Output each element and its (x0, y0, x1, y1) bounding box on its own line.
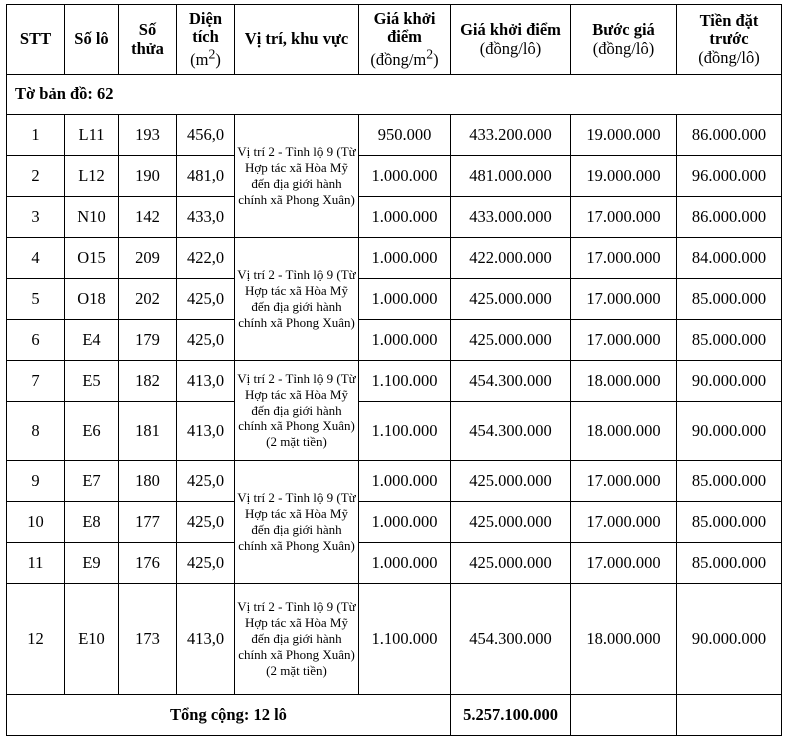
cell-gia-lo: 481.000.000 (451, 156, 571, 197)
cell-vi-tri: Vị trí 2 - Tỉnh lộ 9 (Từ Hợp tác xã Hòa Mỹ đến địa giới hành chính xã Phong Xuân) (235, 115, 359, 238)
cell-dien-tich: 413,0 (177, 361, 235, 402)
cell-gia-lo: 454.300.000 (451, 402, 571, 461)
cell-stt: 9 (7, 461, 65, 502)
cell-so-thua: 180 (119, 461, 177, 502)
cell-so-thua: 173 (119, 584, 177, 695)
auction-lots-table (6, 4, 782, 736)
cell-gia-m2: 1.100.000 (359, 584, 451, 695)
cell-so-lo: O15 (65, 238, 119, 279)
cell-stt: 8 (7, 402, 65, 461)
cell-tien-dat-truoc: 90.000.000 (677, 402, 782, 461)
cell-dien-tich: 425,0 (177, 543, 235, 584)
cell-so-thua: 181 (119, 402, 177, 461)
cell-gia-m2: 1.000.000 (359, 461, 451, 502)
cell-tien-dat-truoc: 84.000.000 (677, 238, 782, 279)
cell-tien-dat-truoc: 85.000.000 (677, 543, 782, 584)
header-vi-tri: Vị trí, khu vực (235, 5, 359, 75)
cell-gia-lo: 425.000.000 (451, 502, 571, 543)
cell-so-lo: L12 (65, 156, 119, 197)
cell-buoc-gia: 17.000.000 (571, 197, 677, 238)
cell-stt: 11 (7, 543, 65, 584)
cell-tien-dat-truoc: 90.000.000 (677, 584, 782, 695)
cell-dien-tich: 456,0 (177, 115, 235, 156)
header-buoc-gia: Bước giá (đồng/lô) (571, 5, 677, 75)
cell-tien-dat-truoc: 86.000.000 (677, 197, 782, 238)
table-row (7, 502, 782, 543)
cell-gia-lo: 425.000.000 (451, 461, 571, 502)
header-so-lo: Số lô (65, 5, 119, 75)
header-row (7, 5, 782, 75)
cell-stt: 10 (7, 502, 65, 543)
cell-so-thua: 142 (119, 197, 177, 238)
cell-stt: 7 (7, 361, 65, 402)
cell-so-thua: 176 (119, 543, 177, 584)
cell-so-lo: L11 (65, 115, 119, 156)
cell-dien-tich: 425,0 (177, 320, 235, 361)
cell-tien-dat-truoc: 85.000.000 (677, 502, 782, 543)
table-row (7, 115, 782, 156)
cell-so-lo: E5 (65, 361, 119, 402)
cell-vi-tri: Vị trí 2 - Tỉnh lộ 9 (Từ Hợp tác xã Hòa Mỹ đến địa giới hành chính xã Phong Xuân) (2 mặt tiền) (235, 584, 359, 695)
cell-gia-lo: 425.000.000 (451, 279, 571, 320)
cell-gia-lo: 422.000.000 (451, 238, 571, 279)
cell-buoc-gia: 17.000.000 (571, 320, 677, 361)
cell-gia-lo: 433.200.000 (451, 115, 571, 156)
header-so-thua: Số thửa (119, 5, 177, 75)
cell-vi-tri: Vị trí 2 - Tỉnh lộ 9 (Từ Hợp tác xã Hòa Mỹ đến địa giới hành chính xã Phong Xuân) (2 mặt tiền) (235, 361, 359, 461)
cell-gia-lo: 454.300.000 (451, 361, 571, 402)
cell-so-thua: 209 (119, 238, 177, 279)
cell-gia-m2: 1.100.000 (359, 402, 451, 461)
cell-dien-tich: 422,0 (177, 238, 235, 279)
cell-stt: 2 (7, 156, 65, 197)
cell-tien-dat-truoc: 85.000.000 (677, 461, 782, 502)
cell-tien-dat-truoc: 85.000.000 (677, 320, 782, 361)
cell-buoc-gia: 18.000.000 (571, 584, 677, 695)
total-empty-cell (571, 695, 677, 736)
cell-gia-m2: 1.000.000 (359, 197, 451, 238)
cell-so-lo: N10 (65, 197, 119, 238)
cell-tien-dat-truoc: 96.000.000 (677, 156, 782, 197)
header-gia-lo: Giá khởi điểm (đồng/lô) (451, 5, 571, 75)
header-tien-dat-truoc: Tiền đặt trước (đồng/lô) (677, 5, 782, 75)
cell-tien-dat-truoc: 86.000.000 (677, 115, 782, 156)
cell-vi-tri: Vị trí 2 - Tỉnh lộ 9 (Từ Hợp tác xã Hòa Mỹ đến địa giới hành chính xã Phong Xuân) (235, 238, 359, 361)
cell-so-lo: E8 (65, 502, 119, 543)
cell-dien-tich: 433,0 (177, 197, 235, 238)
total-label: Tổng cộng: 12 lô (7, 695, 451, 736)
cell-dien-tich: 425,0 (177, 461, 235, 502)
cell-gia-m2: 1.000.000 (359, 238, 451, 279)
cell-stt: 1 (7, 115, 65, 156)
cell-so-lo: E10 (65, 584, 119, 695)
cell-gia-m2: 1.000.000 (359, 543, 451, 584)
cell-so-lo: O18 (65, 279, 119, 320)
table-row (7, 402, 782, 461)
cell-so-thua: 190 (119, 156, 177, 197)
cell-gia-lo: 433.000.000 (451, 197, 571, 238)
cell-stt: 3 (7, 197, 65, 238)
cell-stt: 5 (7, 279, 65, 320)
cell-so-lo: E4 (65, 320, 119, 361)
cell-gia-m2: 1.000.000 (359, 320, 451, 361)
table-row (7, 361, 782, 402)
cell-gia-m2: 1.100.000 (359, 361, 451, 402)
cell-buoc-gia: 19.000.000 (571, 115, 677, 156)
header-stt: STT (7, 5, 65, 75)
cell-so-thua: 179 (119, 320, 177, 361)
cell-gia-m2: 1.000.000 (359, 279, 451, 320)
cell-gia-lo: 425.000.000 (451, 543, 571, 584)
cell-dien-tich: 413,0 (177, 402, 235, 461)
header-dien-tich: Diện tích $(m^2)$ (177, 5, 235, 75)
total-value: 5.257.100.000 (451, 695, 571, 736)
cell-dien-tich: 413,0 (177, 584, 235, 695)
cell-stt: 12 (7, 584, 65, 695)
section-label: Tờ bản đồ: 62 (7, 75, 782, 115)
cell-gia-lo: 425.000.000 (451, 320, 571, 361)
table-row (7, 584, 782, 695)
table-row (7, 156, 782, 197)
cell-so-thua: 202 (119, 279, 177, 320)
cell-gia-m2: 1.000.000 (359, 502, 451, 543)
table-row (7, 320, 782, 361)
cell-vi-tri: Vị trí 2 - Tỉnh lộ 9 (Từ Hợp tác xã Hòa Mỹ đến địa giới hành chính xã Phong Xuân) (235, 461, 359, 584)
cell-so-thua: 177 (119, 502, 177, 543)
cell-buoc-gia: 17.000.000 (571, 279, 677, 320)
cell-so-lo: E6 (65, 402, 119, 461)
cell-dien-tich: 425,0 (177, 279, 235, 320)
cell-so-lo: E7 (65, 461, 119, 502)
cell-buoc-gia: 18.000.000 (571, 402, 677, 461)
cell-dien-tich: 425,0 (177, 502, 235, 543)
total-empty-cell (677, 695, 782, 736)
table-row (7, 461, 782, 502)
cell-gia-m2: 1.000.000 (359, 156, 451, 197)
cell-stt: 4 (7, 238, 65, 279)
cell-so-thua: 182 (119, 361, 177, 402)
cell-gia-lo: 454.300.000 (451, 584, 571, 695)
cell-dien-tich: 481,0 (177, 156, 235, 197)
total-row (7, 695, 782, 736)
header-gia-m2: Giá khởi điểm $(đồng/m^2)$ (359, 5, 451, 75)
cell-buoc-gia: 17.000.000 (571, 461, 677, 502)
cell-buoc-gia: 18.000.000 (571, 361, 677, 402)
cell-tien-dat-truoc: 85.000.000 (677, 279, 782, 320)
table-row (7, 238, 782, 279)
cell-so-thua: 193 (119, 115, 177, 156)
cell-buoc-gia: 17.000.000 (571, 543, 677, 584)
table-row (7, 543, 782, 584)
cell-gia-m2: 950.000 (359, 115, 451, 156)
section-row (7, 75, 782, 115)
cell-buoc-gia: 19.000.000 (571, 156, 677, 197)
cell-buoc-gia: 17.000.000 (571, 238, 677, 279)
cell-tien-dat-truoc: 90.000.000 (677, 361, 782, 402)
table-row (7, 197, 782, 238)
cell-so-lo: E9 (65, 543, 119, 584)
cell-stt: 6 (7, 320, 65, 361)
cell-buoc-gia: 17.000.000 (571, 502, 677, 543)
table-row (7, 279, 782, 320)
table-body (7, 115, 782, 695)
